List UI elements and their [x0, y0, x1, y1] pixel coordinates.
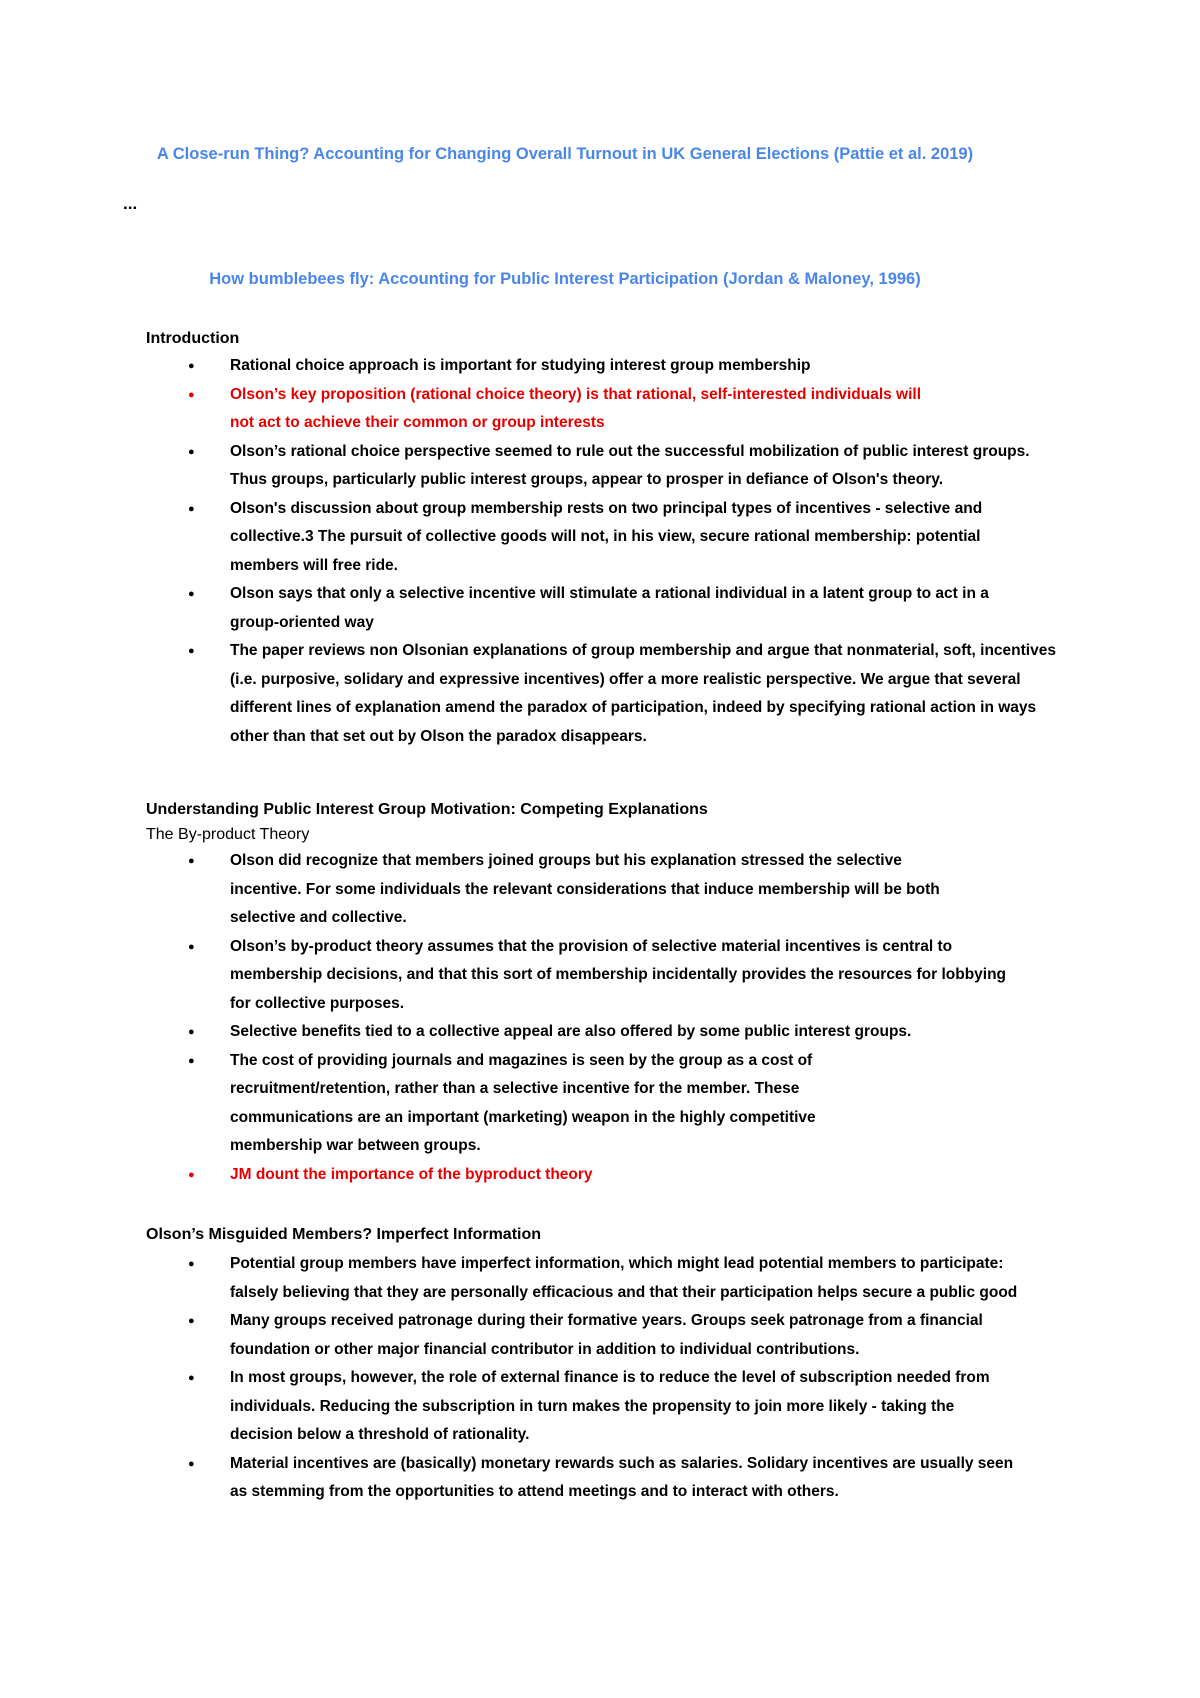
list-item: ● Olson says that only a selective incentive will stimulate a rational individual in a latent group to act in a group-oriented way: [146, 580, 1030, 637]
list-item: ● Rational choice approach is important for studying interest group membership: [146, 352, 1046, 381]
subheading-byproduct-theory: The By-product Theory: [146, 826, 310, 843]
imperfect-info-list: [146, 1250, 1046, 1507]
list-item: ● Many groups received patronage during their formative years. Groups seek patronage from a financial foundation or other major financial contributor in addition to individual contributions.: [146, 1307, 1040, 1364]
list-item: ● Potential group members have imperfect information, which might lead potential members to participate: falsely believing that they are personally efficacious and that their participation helps secure a public good: [146, 1250, 1020, 1307]
list-item: ● In most groups, however, the role of external finance is to reduce the level of subscription needed from individuals. Reducing the subscription in turn makes the propensity to join more likely - taking the decision below a threshold of rationality.: [146, 1364, 1020, 1450]
intro-list: [146, 352, 1056, 751]
list-item: ● The cost of providing journals and magazines is seen by the group as a cost of recruitment/retention, rather than a selective incentive for the member. These communications are an important (marketing) weapon in the highly competitive membership war between groups.: [146, 1047, 910, 1161]
heading-introduction: Introduction: [146, 330, 240, 347]
ellipsis: ...: [123, 194, 138, 213]
list-item: ● Olson’s rational choice perspective seemed to rule out the successful mobilization of public interest groups. Thus groups, particularly public interest groups, appear to prosper in defiance of Olson's theory.: [146, 438, 1030, 495]
byproduct-list: [146, 847, 1046, 1189]
list-item: ● Olson’s key proposition (rational choice theory) is that rational, self-interested individuals will not act to achieve their common or group interests: [146, 381, 930, 438]
list-item: ● Selective benefits tied to a collective appeal are also offered by some public interest groups.: [146, 1018, 1046, 1047]
list-item: ● Olson’s by-product theory assumes that the provision of selective material incentives is central to membership decisions, and that this sort of membership incidentally provides the resources for lobbying for collective purposes.: [146, 933, 1030, 1019]
list-item: ● Olson did recognize that members joined groups but his explanation stressed the selective incentive. For some individuals the relevant considerations that induce membership will be both selective and collective.: [146, 847, 950, 933]
title-pattie: A Close-run Thing? Accounting for Changing Overall Turnout in UK General Elections (Pattie et al. 2019): [156, 145, 974, 163]
list-item: ● Olson's discussion about group membership rests on two principal types of incentives - selective and collective.3 The pursuit of collective goods will not, in his view, secure rational membership: potential members will free ride.: [146, 495, 1030, 581]
list-item: ● The paper reviews non Olsonian explanations of group membership and argue that nonmaterial, soft, incentives (i.e. purposive, solidary and expressive incentives) offer a more realistic perspective. We argue that several different lines of explanation amend the paradox of participation, indeed by specifying rational action in ways other than that set out by Olson the paradox disappears.: [146, 637, 1060, 751]
heading-misguided-members: Olson’s Misguided Members? Imperfect Information: [146, 1226, 542, 1243]
list-item: ● JM dount the importance of the byproduct theory: [146, 1161, 1046, 1190]
list-item: ● Material incentives are (basically) monetary rewards such as salaries. Solidary incentives are usually seen as stemming from the opportunities to attend meetings and to interact with others.: [146, 1450, 1020, 1507]
title-jordan-maloney: How bumblebees fly: Accounting for Public Interest Participation (Jordan & Maloney, 1996): [209, 270, 921, 288]
heading-competing-explanations: Understanding Public Interest Group Motivation: Competing Explanations: [146, 801, 708, 818]
